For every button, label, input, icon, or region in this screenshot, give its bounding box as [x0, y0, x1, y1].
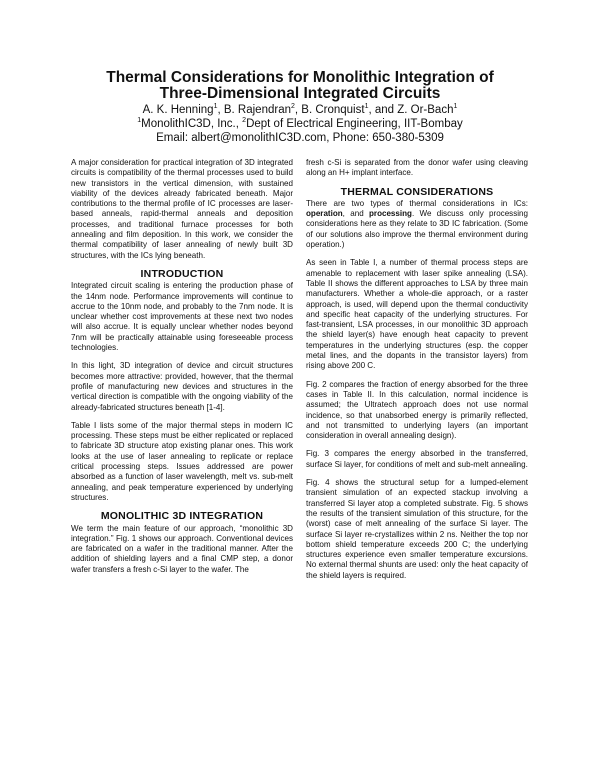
thermal-text: , and: [342, 209, 364, 219]
author-1: A. K. Henning: [142, 104, 214, 116]
affil-mark: 1: [137, 117, 142, 125]
author-3: B. Cronquist: [301, 104, 365, 116]
term-processing: processing: [369, 209, 412, 219]
affil-mark: 2: [242, 117, 247, 125]
thermal-paragraph-1: [306, 199, 528, 250]
author-block: [0, 103, 600, 145]
title-line-2: Three-Dimensional Integrated Circuits: [159, 85, 441, 102]
affil-mark: 1: [453, 103, 458, 111]
intro-paragraph-3: Table I lists some of the major thermal steps in modern IC processing. These steps must be either replicated or replaced to fabricate 3D structure atop existing planar ones. This work looks at the use of laser annealing to replicate or replace critical processing steps. Issues addressed are power absorbed as a function of laser wavelength, melt vs. sub-melt annealing, and peak temperature experienced by underlying structures.: [71, 420, 293, 502]
affil-mark: 1: [364, 103, 369, 111]
author-line: A. K. Henning$^1$, B. Rajendran$^2$, B. Cronquist$^1$, and Z. Or-Bach$^1$: [142, 103, 458, 116]
affil-mark: 1: [213, 103, 218, 111]
affiliation-line: [0, 117, 600, 131]
term-operation: operation: [306, 209, 343, 219]
thermal-paragraph-2: As seen in Table I, a number of thermal process steps are amenable to replacement with laser spike annealing (LSA). Table II shows the different approaches to LSA by three main manufacturers. Whether a whole-die approach, or a raster approach, is used, will depend upon the thermal conductivity and specific heat capacity of the underlying structures. For fast-transient, LSA processes, in our monolithic 3D approach the shield layer(s) have enough heat capacity to prevent temperatures in the underlying structures (esp. the copper metal lines, and the dopants in the transistor layers) from rising above 200 C.: [306, 258, 528, 371]
monolithic-paragraph-1: We term the main feature of our approach, “monolithic 3D integration.” Fig. 1 shows our approach. Conventional devices are fabricated on a wafer in the traditional manner. After the addition of shielding layers and a final CMP step, a donor wafer transfers a fresh c-Si layer to the wafer. The: [71, 523, 293, 574]
thermal-paragraph-4: Fig. 3 compares the energy absorbed in the transferred, surface Si layer, for conditions of melt and sub-melt annealing.: [306, 449, 528, 469]
intro-paragraph-1: Integrated circuit scaling is entering the production phase of the 14nm node. Performance improvements will continue to accrue to the 10nm node, and probably to the 7nm node. It is unclear whether cost improvements at these next two nodes will also accrue. It is equally unclear whether nodes beyond 7nm will be practically attainable using foreseeable process technologies.: [71, 281, 293, 353]
thermal-paragraph-5: Fig. 4 shows the structural setup for a lumped-element transient simulation of an expected stackup involving a transferred Si layer atop a completed substrate. Fig. 5 shows the results of the transient simulation of this structure, for the (worst) case of melt annealing of the surface Si layer. The surface Si layer re-crystallizes within 2 ns. Neither the top nor bottom shield temperature exceeds 200 C; the underlying structures experience even smaller temperature excursions. No external thermal shunts are used: only the heat capacity of the shield layers is required.: [306, 478, 528, 580]
paper-title: [0, 70, 600, 102]
abstract-paragraph: A major consideration for practical integration of 3D integrated circuits is compatibility of the thermal processes used to build new transistors in the vertical dimension, with sustained viability of the devices already fabricated beneath. Major contributions to the thermal profile of IC processes are laser-based anneals, rapid-thermal anneals and deposition processes, and traditional furnace processes for both annealing and film deposition. In this work, we consider the thermal compatibility of laser annealing of newly built 3D structures, with the ICs lying beneath.: [71, 158, 293, 260]
thermal-text: . We discuss only processing considerations here as they relate to 3D IC fabrication. (Some of our solutions also improve the thermal environment during operation.): [306, 209, 528, 250]
affiliation-2: Dept of Electrical Engineering, IIT-Bombay: [246, 118, 463, 130]
author-4: and Z. Or-Bach: [374, 104, 454, 116]
section-heading-introduction: INTRODUCTION: [140, 267, 224, 280]
right-column: [306, 158, 528, 589]
affiliation-1: MonolithIC3D, Inc.,: [141, 118, 239, 130]
left-column: [71, 158, 293, 583]
title-line-1: Thermal Considerations for Monolithic Integration of: [106, 69, 494, 86]
contact-line: Email: albert@monolithIC3D.com, Phone: 650-380-5309: [156, 132, 444, 144]
intro-paragraph-2: In this light, 3D integration of device and circuit structures becomes more attractive: provided, however, that the thermal profile of manufacturing new devices and structures in the vertical direction is compatible with the ongoing viability of the already-fabricated structures beneath [1-4].: [71, 361, 293, 412]
thermal-paragraph-3: Fig. 2 compares the fraction of energy absorbed for the three cases in Table II. In this calculation, normal incidence is assumed; the Ultratech approach does not use normal incidence, so that unabsorbed energy is primarily reflected, and not transmitted to underlying layers (an important consideration in overall annealing design).: [306, 379, 528, 441]
monolithic-paragraph-continued: fresh c-Si is separated from the donor wafer using cleaving along an H+ implant interface.: [306, 158, 528, 178]
affil-mark: 2: [290, 103, 295, 111]
author-2: B. Rajendran: [223, 104, 291, 116]
section-heading-monolithic: MONOLITHIC 3D INTEGRATION: [100, 510, 264, 523]
section-heading-thermal: THERMAL CONSIDERATIONS: [340, 185, 494, 198]
thermal-text: There are two types of thermal considerations in ICs:: [306, 198, 528, 208]
